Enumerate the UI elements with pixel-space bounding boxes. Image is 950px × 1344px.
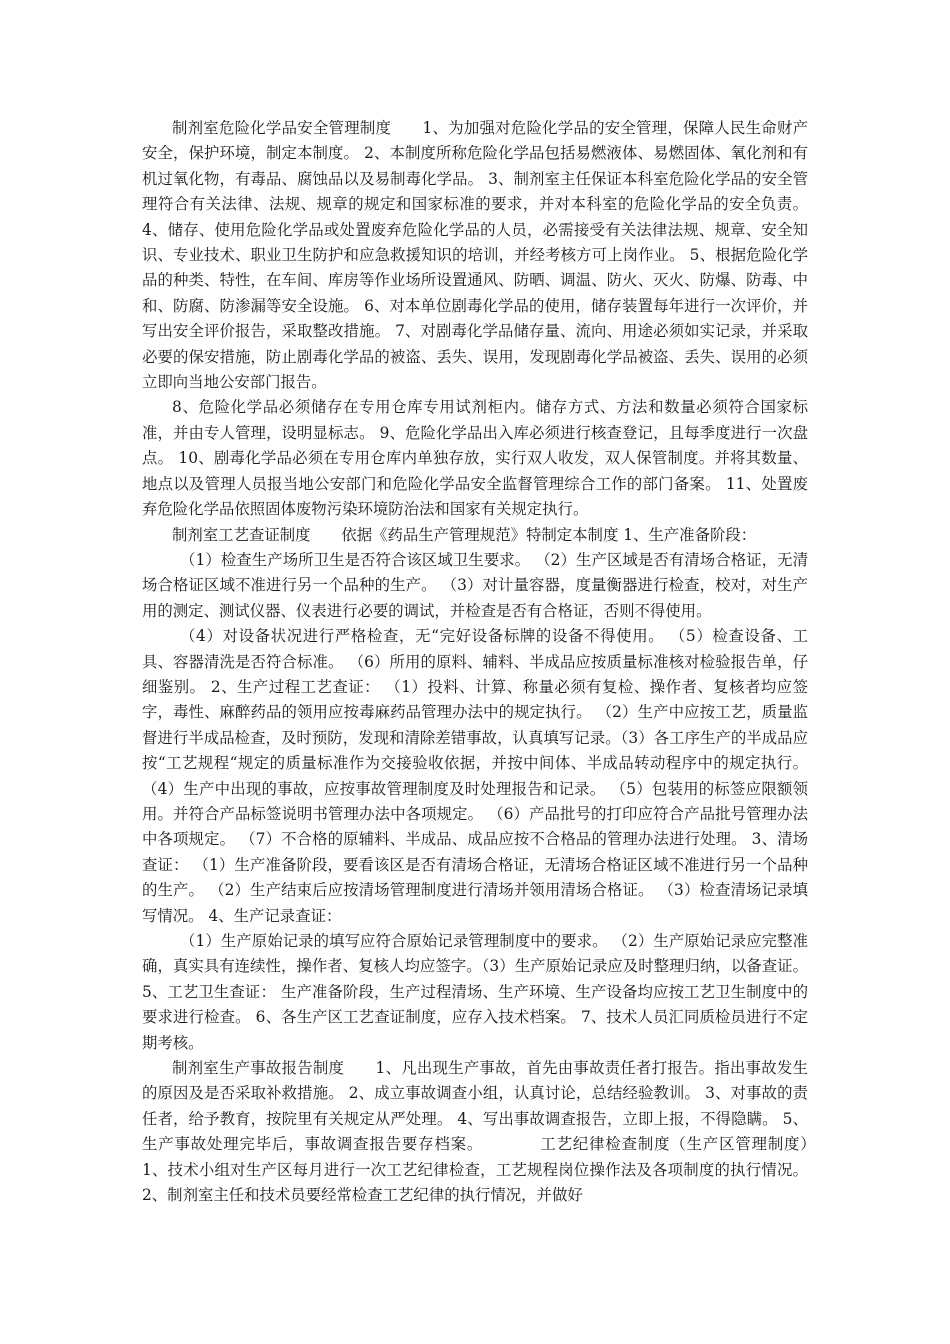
paragraph-preparation-checks: （1）检查生产场所卫生是否符合该区域卫生要求。 （2）生产区域是否有清场合格证，无清场合格证区域不准进行另一个品种的生产。 （3）对计量容器，度量衡器进行检查，校对，对生产用的测定、测试仪器、仪表进行必要的调试，并检查是否有合格证，否则不得使用。 [142, 550, 808, 620]
paragraph-accident-report-and-discipline: 制剂室生产事故报告制度 1、凡出现生产事故，首先由事故责任者打报告。指出事故发生的原因及是否采取补救措施。 2、成立事故调查小组，认真讨论，总结经验教训。 3、对事故的责任者，给予教育，按院里有关规定从严处理。 4、写出事故调查报告，立即上报，不得隐瞒。 5、生产事故处理完毕后，事故调查报告要存档案。 工艺纪律检查制度（生产区管理制度） 1、技术小组对生产区每月进行一次工艺纪律检查，工艺规程岗位操作法及各项制度的执行情况。 2、制剂室主任和技术员要经常检查工艺纪律的执行情况，并做好 [142, 1059, 839, 1205]
paragraph-hazardous-chemicals-rules: 制剂室危险化学品安全管理制度 1、为加强对危险化学品的安全管理，保障人民生命财产安全，保护环境，制定本制度。 2、本制度所称危险化学品包括易燃液体、易燃固体、氧化剂和有机过氧化物，有毒品、腐蚀品以及易制毒化学品。 3、制剂室主任保证本科室危险化学品的安全管理符合有关法律、法规、规章的规定和国家标准的要求，并对本科室的危险化学品的安全负责。 4、储存、使用危险化学品或处置废弃危险化学品的人员，必需接受有关法律法规、规章、安全知识、专业技术、职业卫生防护和应急救援知识的培训，并经考核方可上岗作业。 5、根据危险化学品的种类、特性，在车间、库房等作业场所设置通风、防晒、调温、防火、灭火、防爆、防毒、中和、防腐、防渗漏等安全设施。 6、对本单位剧毒化学品的使用，储存装置每年进行一次评价，并写出安全评价报告，采取整改措施。 7、对剧毒化学品储存量、流向、用途必须如实记录，并采取必要的保安措施，防止剧毒化学品的被盗、丢失、误用，发现剧毒化学品被盗、丢失、误用的必须立即向当地公安部门报告。 [142, 119, 808, 392]
paragraph-production-records: （1）生产原始记录的填写应符合原始记录管理制度中的要求。 （2）生产原始记录应完整准确，真实具有连续性，操作者、复核人均应签字。（3）生产原始记录应及时整理归纳，以备查证。 5、工艺卫生查证： 生产准备阶段，生产过程清场、生产环境、生产设备均应按工艺卫生制度中的要求进行检查。 6、各生产区工艺查证制度，应存入技术档案。 7、技术人员汇同质检员进行不定期考核。 [142, 932, 808, 1052]
paragraph-process-verification-heading: 制剂室工艺查证制度 依据《药品生产管理规范》特制定本制度 1、生产准备阶段： [172, 525, 757, 544]
paragraph-process-and-clearance-checks: （4）对设备状况进行严格检查，无“完好设备标牌的设备不得使用。 （5）检查设备、工具、容器清洗是否符合标准。 （6）所用的原料、辅料、半成品应按质量标准核对检验报告单，仔细鉴别。 2、生产过程工艺查证： （1）投料、计算、称量必须有复检、操作者、复核者均应签字，毒性、麻醉药品的领用应按毒麻药品管理办法中的规定执行。 （2）生产中应按工艺，质量监督进行半成品检查，及时预防，发现和清除差错事故，认真填写记录。（3）各工序生产的半成品应按“工艺规程“规定的质量标准作为交接验收依据，并按中间体、半成品转动程序中的规定执行。 （4）生产中出现的事故，应按事故管理制度及时处理报告和记录。 （5）包装用的标签应限额领用。并符合产品标签说明书管理办法中各项规定。 （6）产品批号的打印应符合产品批号管理办法中各项规定。 （7）不合格的原辅料、半成品、成品应按不合格品的管理办法进行处理。 3、清场查证： （1）生产准备阶段，要看该区是否有清场合格证，无清场合格证区域不准进行另一个品种的生产。 （2）生产结束后应按清场管理制度进行清场并领用清场合格证。 （3）检查清场记录填写情况。 4、生产记录查证： [142, 627, 808, 925]
paragraph-hazardous-chemicals-storage: 8、危险化学品必须储存在专用仓库专用试剂柜内。储存方式、方法和数量必须符合国家标准，并由专人管理，设明显标志。 9、危险化学品出入库必须进行核查登记，且每季度进行一次盘点。 10、剧毒化学品必须在专用仓库内单独存放，实行双人收发，双人保管制度。并将其数量、地点以及管理人员报当地公安部门和危险化学品安全监督管理综合工作的部门备案。 11、处置废弃危险化学品依照固体废物污染环境防治法和国家有关规定执行。 [142, 398, 808, 519]
document-body [142, 116, 839, 1208]
